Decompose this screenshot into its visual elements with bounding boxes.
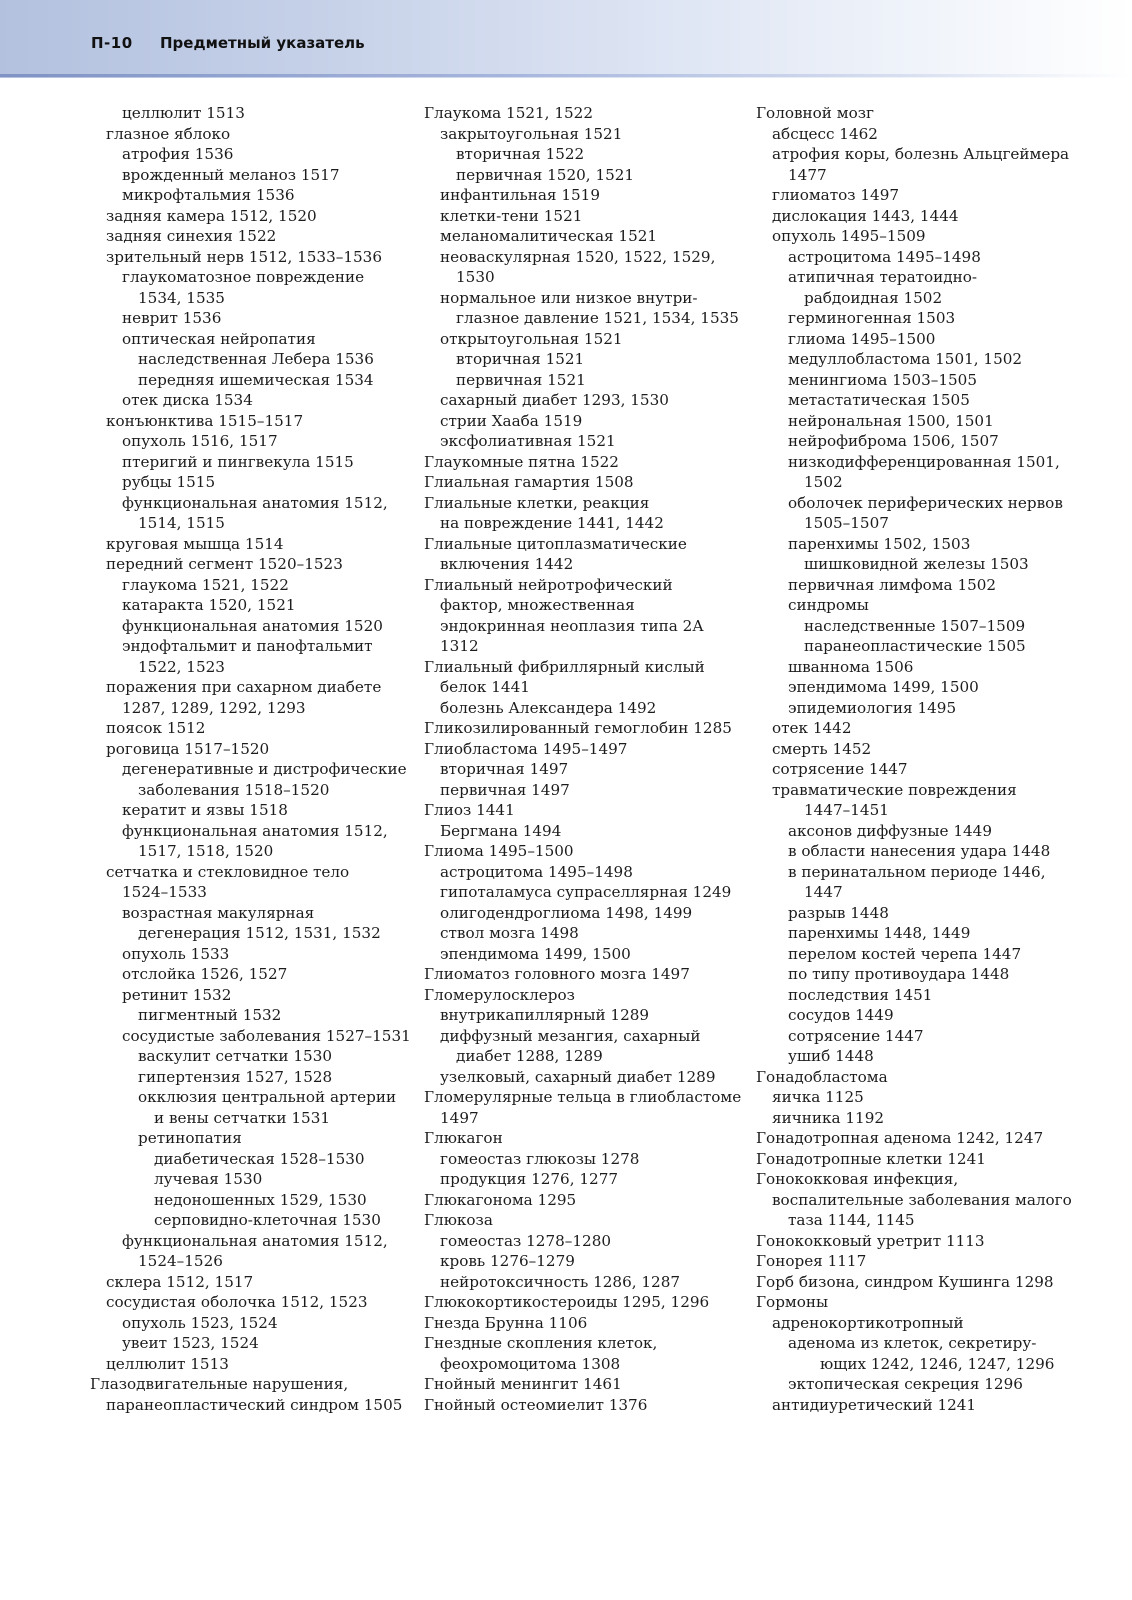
- index-subentry: шишковидной железы 1503: [804, 555, 1029, 573]
- index-entry: Гнездные скопления клеток,: [424, 1334, 658, 1352]
- index-subentry: вторичная 1522: [456, 145, 585, 163]
- index-entry: Гломерулосклероз: [424, 985, 575, 1004]
- index-entry: Гонадобластома: [756, 1067, 888, 1086]
- index-subentry: стрии Хааба 1519: [440, 411, 583, 430]
- header-rule: [0, 74, 1132, 77]
- index-subentry: кровь 1276–1279: [440, 1252, 575, 1270]
- index-subentry: астроцитома 1495–1498: [788, 247, 981, 266]
- index-subentry: первичная 1520, 1521: [456, 165, 635, 184]
- index-subentry: неврит 1536: [122, 309, 222, 327]
- index-subentry: 1522, 1523: [138, 657, 225, 676]
- index-subentry: фактор, множественная: [440, 596, 635, 614]
- index-subentry: диабетическая 1528–1530: [154, 1149, 365, 1168]
- index-subentry: недоношенных 1529, 1530: [154, 1190, 367, 1209]
- index-subentry: сосудов 1449: [788, 1006, 894, 1024]
- index-entry: Глюкагон: [424, 1129, 503, 1147]
- index-entry: Гнойный остеомиелит 1376: [424, 1395, 648, 1414]
- index-subentry: последствия 1451: [788, 985, 933, 1004]
- index-subentry: задняя синехия 1522: [106, 227, 277, 245]
- index-subentry: 1312: [440, 637, 479, 655]
- index-subentry: яичника 1192: [772, 1108, 885, 1127]
- index-subentry: эктопическая секреция 1296: [788, 1375, 1023, 1393]
- index-subentry: олигодендроглиома 1498, 1499: [440, 903, 693, 922]
- index-subentry: возрастная макулярная: [122, 903, 315, 922]
- index-subentry: 1497: [440, 1108, 479, 1127]
- index-subentry: паранеопластические 1505: [804, 637, 1026, 655]
- index-subentry: микрофтальмия 1536: [122, 186, 295, 204]
- index-subentry: Бергмана 1494: [440, 821, 562, 840]
- index-subentry: наследственные 1507–1509: [804, 616, 1026, 635]
- index-subentry: в области нанесения удара 1448: [788, 842, 1051, 860]
- index-subentry: врожденный меланоз 1517: [122, 165, 340, 184]
- index-subentry: отслойка 1526, 1527: [122, 965, 288, 983]
- index-subentry: эпендимома 1499, 1500: [440, 944, 631, 963]
- index-subentry: аксонов диффузные 1449: [788, 821, 992, 840]
- index-subentry: эндофтальмит и панофтальмит: [122, 637, 373, 655]
- index-subentry: паренхимы 1502, 1503: [788, 534, 971, 553]
- index-entry: Глиальный фибриллярный кислый: [424, 657, 705, 676]
- index-subentry: глазное яблоко: [106, 124, 231, 143]
- index-subentry: аденома из клеток, секретиру-: [788, 1334, 1037, 1352]
- index-subentry: склера 1512, 1517: [106, 1272, 254, 1291]
- index-subentry: в перинатальном периоде 1446,: [788, 862, 1046, 881]
- index-subentry: 1477: [788, 165, 827, 184]
- index-column-1: [90, 103, 410, 1415]
- index-subentry: сетчатка и стекловидное тело: [106, 862, 350, 881]
- index-subentry: отек диска 1534: [122, 391, 253, 409]
- index-subentry: узелковый, сахарный диабет 1289: [440, 1067, 716, 1086]
- index-subentry: окклюзия центральной артерии: [138, 1088, 397, 1106]
- index-subentry: неоваскулярная 1520, 1522, 1529,: [440, 247, 716, 266]
- index-subentry: заболевания 1518–1520: [138, 780, 330, 799]
- index-subentry: первичная 1521: [456, 370, 586, 389]
- index-entry: Глюкокортикостероиды 1295, 1296: [424, 1293, 710, 1311]
- index-subentry: поясок 1512: [106, 719, 206, 737]
- index-subentry: герминогенная 1503: [788, 309, 956, 327]
- index-column-2: [424, 103, 744, 1415]
- index-subentry: рабдоидная 1502: [804, 288, 943, 307]
- index-subentry: сотрясение 1447: [772, 760, 908, 778]
- index-entry: Глиоматоз головного мозга 1497: [424, 965, 690, 983]
- index-subentry: ретинопатия: [138, 1129, 242, 1147]
- index-subentry: астроцитома 1495–1498: [440, 862, 633, 881]
- index-subentry: болезнь Александера 1492: [440, 698, 657, 717]
- index-subentry: глазное давление 1521, 1534, 1535: [456, 309, 739, 327]
- index-entry: Гнезда Брунна 1106: [424, 1313, 588, 1332]
- index-subentry: открытоугольная 1521: [440, 329, 623, 348]
- index-subentry: передняя ишемическая 1534: [138, 370, 374, 389]
- index-subentry: рубцы 1515: [122, 473, 216, 491]
- index-entry: Гонадотропная аденома 1242, 1247: [756, 1129, 1044, 1147]
- index-subentry: задняя камера 1512, 1520: [106, 206, 317, 225]
- index-subentry: первичная лимфома 1502: [788, 575, 997, 594]
- index-subentry: поражения при сахарном диабете: [106, 678, 382, 696]
- index-subentry: сосудистые заболевания 1527–1531: [122, 1026, 411, 1045]
- index-entry: Гнойный менингит 1461: [424, 1375, 622, 1393]
- index-subentry: дегенеративные и дистрофические: [122, 760, 407, 778]
- index-subentry: низкодифференцированная 1501,: [788, 452, 1060, 471]
- index-subentry: лучевая 1530: [154, 1170, 263, 1188]
- index-subentry: нейрональная 1500, 1501: [788, 411, 994, 430]
- index-entry: Гормоны: [756, 1293, 829, 1311]
- index-subentry: первичная 1497: [440, 780, 570, 799]
- index-subentry: 1447: [804, 883, 843, 901]
- index-subentry: опухоль 1516, 1517: [122, 432, 278, 450]
- index-subentry: функциональная анатомия 1512,: [122, 1231, 388, 1250]
- index-subentry: гипертензия 1527, 1528: [138, 1067, 333, 1086]
- index-subentry: целлюлит 1513: [122, 104, 245, 122]
- index-subentry: атипичная тератоидно-: [788, 268, 978, 286]
- index-subentry: оболочек периферических нервов: [788, 493, 1063, 512]
- index-subentry: зрительный нерв 1512, 1533–1536: [106, 247, 383, 266]
- index-subentry: 1287, 1289, 1292, 1293: [122, 698, 306, 717]
- index-entry: Гонококковая инфекция,: [756, 1170, 959, 1188]
- index-subentry: сосудистая оболочка 1512, 1523: [106, 1293, 368, 1311]
- index-entry: Глиальные клетки, реакция: [424, 493, 650, 512]
- section-title: Предметный указатель: [160, 34, 365, 52]
- index-subentry: 1447–1451: [804, 801, 889, 819]
- index-subentry: гомеостаз глюкозы 1278: [440, 1149, 640, 1168]
- index-subentry: опухоль 1533: [122, 944, 230, 963]
- index-subentry: по типу противоудара 1448: [788, 965, 1010, 983]
- index-subentry: воспалительные заболевания малого: [772, 1190, 1072, 1209]
- index-subentry: антидиуретический 1241: [772, 1395, 977, 1414]
- index-subentry: опухоль 1523, 1524: [122, 1313, 278, 1332]
- index-subentry: 1517, 1518, 1520: [138, 842, 274, 860]
- index-subentry: 1502: [804, 473, 843, 491]
- index-subentry: метастатическая 1505: [788, 391, 970, 409]
- index-subentry: глаукоматозное повреждение: [122, 268, 365, 286]
- index-entry: Глиобластома 1495–1497: [424, 739, 628, 758]
- index-subentry: эндокринная неоплазия типа 2А: [440, 616, 704, 635]
- index-subentry: перелом костей черепа 1447: [788, 944, 1022, 963]
- index-entry: Глиоз 1441: [424, 801, 515, 819]
- index-entry: Гонорея 1117: [756, 1252, 867, 1270]
- index-subentry: 1514, 1515: [138, 514, 225, 532]
- index-subentry: 1505–1507: [804, 514, 889, 532]
- index-entry: Гликозилированный гемоглобин 1285: [424, 719, 732, 737]
- index-subentry: меланомалитическая 1521: [440, 227, 658, 245]
- index-subentry: и вены сетчатки 1531: [154, 1108, 331, 1127]
- index-subentry: адренокортикотропный: [772, 1313, 964, 1332]
- index-subentry: круговая мышца 1514: [106, 534, 284, 553]
- index-subentry: нейрофиброма 1506, 1507: [788, 432, 999, 450]
- index-subentry: паренхимы 1448, 1449: [788, 924, 971, 942]
- index-subentry: диффузный мезангия, сахарный: [440, 1026, 701, 1045]
- index-subentry: продукция 1276, 1277: [440, 1170, 619, 1188]
- index-subentry: ствол мозга 1498: [440, 924, 579, 942]
- index-subentry: паранеопластический синдром 1505: [106, 1395, 403, 1414]
- index-entry: Горб бизона, синдром Кушинга 1298: [756, 1272, 1054, 1291]
- index-subentry: внутрикапиллярный 1289: [440, 1006, 650, 1024]
- index-subentry: медуллобластома 1501, 1502: [788, 350, 1023, 368]
- index-entry: Глиальная гамартия 1508: [424, 473, 634, 491]
- index-subentry: дегенерация 1512, 1531, 1532: [138, 924, 381, 942]
- index-subentry: 1524–1533: [122, 883, 207, 901]
- index-subentry: нормальное или низкое внутри-: [440, 288, 698, 307]
- index-subentry: ушиб 1448: [788, 1047, 874, 1065]
- index-subentry: дислокация 1443, 1444: [772, 206, 959, 225]
- index-entry: Глазодвигательные нарушения,: [90, 1375, 349, 1393]
- index-subentry: 1530: [456, 268, 495, 286]
- index-subentry: синдромы: [788, 596, 869, 614]
- index-subentry: передний сегмент 1520–1523: [106, 555, 343, 573]
- index-subentry: глиоматоз 1497: [772, 186, 900, 204]
- index-subentry: закрытоугольная 1521: [440, 124, 623, 143]
- index-entry: Глюкоза: [424, 1211, 493, 1229]
- index-subentry: яичка 1125: [772, 1088, 864, 1106]
- index-subentry: сахарный диабет 1293, 1530: [440, 391, 669, 409]
- index-entry: Гонадотропные клетки 1241: [756, 1149, 986, 1168]
- index-subentry: сотрясение 1447: [788, 1026, 924, 1045]
- index-subentry: птеригий и пингвекула 1515: [122, 452, 354, 471]
- index-subentry: 1534, 1535: [138, 288, 225, 307]
- index-subentry: отек 1442: [772, 719, 852, 737]
- index-subentry: гипоталамуса супраселлярная 1249: [440, 883, 732, 901]
- index-subentry: абсцесс 1462: [772, 124, 878, 143]
- index-entry: Глиальный нейротрофический: [424, 575, 673, 594]
- index-subentry: менингиома 1503–1505: [788, 370, 977, 389]
- index-entry: Глюкагонома 1295: [424, 1190, 577, 1209]
- index-subentry: диабет 1288, 1289: [456, 1047, 603, 1065]
- index-subentry: целлюлит 1513: [106, 1354, 229, 1373]
- index-subentry: опухоль 1495–1509: [772, 227, 926, 245]
- index-subentry: эпидемиология 1495: [788, 698, 957, 717]
- index-subentry: роговица 1517–1520: [106, 739, 270, 758]
- index-subentry: серповидно-клеточная 1530: [154, 1211, 381, 1229]
- index-entry: Головной мозг: [756, 104, 874, 122]
- index-entry: Гонококковый уретрит 1113: [756, 1231, 985, 1250]
- index-subentry: атрофия коры, болезнь Альцгеймера: [772, 145, 1070, 163]
- index-subentry: функциональная анатомия 1520: [122, 616, 383, 635]
- index-subentry: клетки-тени 1521: [440, 206, 583, 225]
- index-subentry: глиома 1495–1500: [788, 329, 936, 348]
- index-subentry: глаукома 1521, 1522: [122, 575, 289, 594]
- index-entry: Гломерулярные тельца в глиобластоме: [424, 1088, 742, 1106]
- index-subentry: белок 1441: [440, 678, 530, 696]
- page-number: П-10: [91, 34, 133, 52]
- index-column-3: [756, 103, 1076, 1415]
- index-subentry: эпендимома 1499, 1500: [788, 678, 979, 696]
- index-subentry: кератит и язвы 1518: [122, 801, 288, 819]
- index-subentry: смерть 1452: [772, 739, 872, 758]
- index-subentry: инфантильная 1519: [440, 186, 600, 204]
- index-subentry: атрофия 1536: [122, 145, 234, 163]
- index-subentry: васкулит сетчатки 1530: [138, 1047, 333, 1065]
- index-entry: Глиальные цитоплазматические: [424, 534, 687, 553]
- index-subentry: 1524–1526: [138, 1252, 223, 1270]
- index-subentry: оптическая нейропатия: [122, 329, 316, 348]
- index-subentry: функциональная анатомия 1512,: [122, 821, 388, 840]
- index-subentry: эксфолиативная 1521: [440, 432, 616, 450]
- index-subentry: наследственная Лебера 1536: [138, 350, 374, 368]
- index-subentry: функциональная анатомия 1512,: [122, 493, 388, 512]
- index-subentry: травматические повреждения: [772, 780, 1017, 799]
- index-entry: Глаукома 1521, 1522: [424, 104, 593, 122]
- index-subentry: гомеостаз 1278–1280: [440, 1231, 612, 1250]
- index-subentry: катаракта 1520, 1521: [122, 596, 296, 614]
- index-subentry: разрыв 1448: [788, 903, 889, 922]
- index-subentry: таза 1144, 1145: [788, 1211, 915, 1229]
- index-subentry: включения 1442: [440, 555, 574, 573]
- index-subentry: ретинит 1532: [122, 985, 232, 1004]
- index-subentry: конъюнктива 1515–1517: [106, 411, 304, 430]
- index-subentry: вторичная 1521: [456, 350, 585, 368]
- index-subentry: пигментный 1532: [138, 1006, 282, 1024]
- index-entry: Глиома 1495–1500: [424, 842, 574, 860]
- index-subentry: ющих 1242, 1246, 1247, 1296: [820, 1354, 1055, 1373]
- index-subentry: нейротоксичность 1286, 1287: [440, 1272, 681, 1291]
- index-subentry: шваннома 1506: [788, 657, 914, 676]
- index-subentry: феохромоцитома 1308: [440, 1354, 621, 1373]
- index-subentry: увеит 1523, 1524: [122, 1334, 259, 1352]
- index-subentry: вторичная 1497: [440, 760, 569, 778]
- index-subentry: на повреждение 1441, 1442: [440, 514, 664, 532]
- index-entry: Глаукомные пятна 1522: [424, 452, 619, 471]
